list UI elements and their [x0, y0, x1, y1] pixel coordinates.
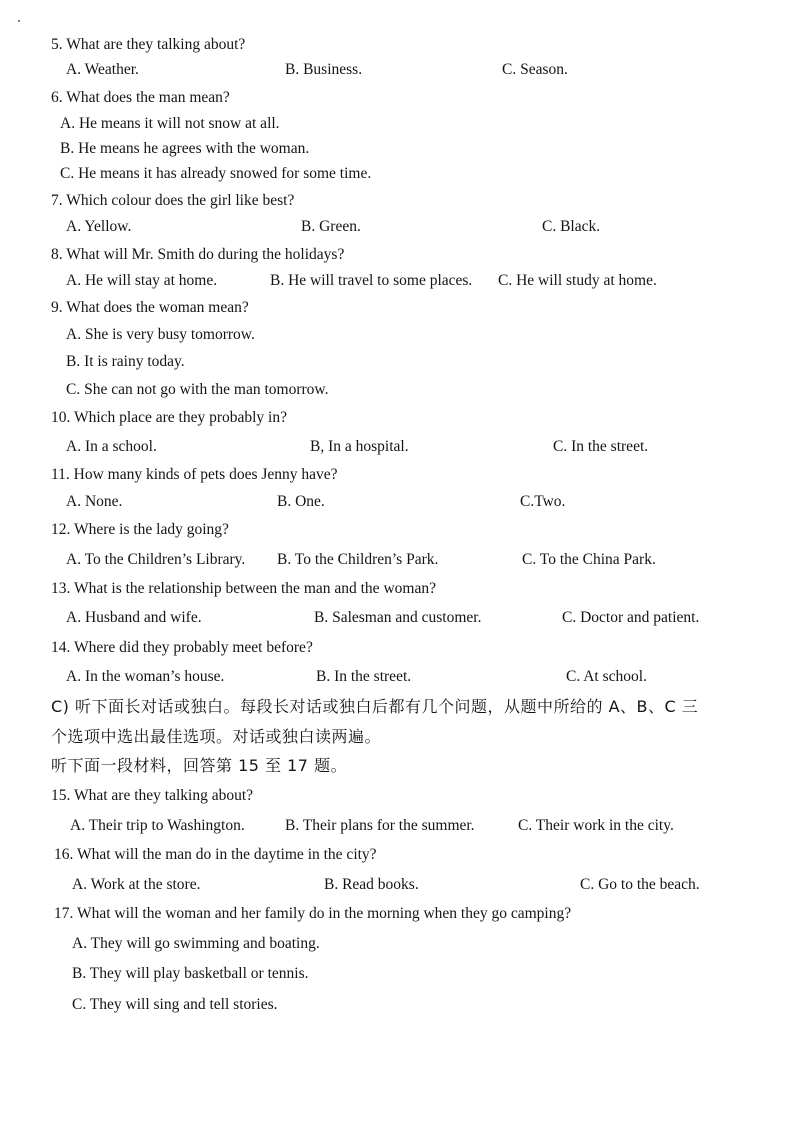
question-13-option-c: C. Doctor and patient. — [562, 609, 700, 626]
question-15-stem: 15. What are they talking about? — [51, 787, 254, 804]
question-7-option-a: A. Yellow. — [66, 218, 132, 235]
question-10-option-b: B, In a hospital. — [310, 438, 409, 455]
question-11-stem: 11. How many kinds of pets does Jenny have? — [51, 466, 338, 483]
question-14-stem: 14. Where did they probably meet before? — [51, 639, 313, 656]
question-5-option-a: A. Weather. — [66, 61, 139, 78]
question-7-stem: 7. Which colour does the girl like best? — [51, 192, 295, 209]
question-11-option-b: B. One. — [277, 493, 325, 510]
question-8-option-b: B. He will travel to some places. — [270, 272, 473, 289]
question-9-stem: 9. What does the woman mean? — [51, 299, 249, 316]
question-10-option-a: A. In a school. — [66, 438, 157, 455]
question-14-option-b: B. In the street. — [316, 668, 412, 685]
question-16-option-b: B. Read books. — [324, 876, 419, 893]
question-12-stem: 12. Where is the lady going? — [51, 521, 229, 538]
question-16-stem: 16. What will the man do in the daytime in the city? — [54, 846, 377, 863]
question-15-option-c: C. Their work in the city. — [518, 817, 674, 834]
question-17-option-c: C. They will sing and tell stories. — [72, 996, 278, 1013]
question-15-option-a: A. Their trip to Washington. — [70, 817, 245, 834]
question-10-option-c: C. In the street. — [553, 438, 649, 455]
question-11-option-a: A. None. — [66, 493, 123, 510]
question-13-stem: 13. What is the relationship between the man and the woman? — [51, 580, 436, 597]
question-5-option-b: B. Business. — [285, 61, 363, 78]
question-7-option-b: B. Green. — [301, 218, 361, 235]
question-14-option-c: C. At school. — [566, 668, 647, 685]
question-6-option-a: A. He means it will not snow at all. — [60, 115, 280, 132]
question-17-stem: 17. What will the woman and her family do in the morning when they go camping? — [54, 905, 572, 922]
question-14-option-a: A. In the woman’s house. — [66, 668, 225, 685]
question-8-option-a: A. He will stay at home. — [66, 272, 218, 289]
question-9-option-a: A. She is very busy tomorrow. — [66, 326, 255, 343]
section-c-instruction-line-1: C) 听下面长对话或独白。每段长对话或独白后都有几个问题，从题中所给的 A、B、C 三 — [51, 697, 699, 716]
question-6-option-c: C. He means it has already snowed for some time. — [60, 165, 372, 182]
question-8-stem: 8. What will Mr. Smith do during the holidays? — [51, 246, 345, 263]
question-9-option-b: B. It is rainy today. — [66, 353, 185, 370]
question-5-option-c: C. Season. — [502, 61, 568, 78]
question-11-option-c: C.Two. — [520, 493, 566, 510]
question-8-option-c: C. He will study at home. — [498, 272, 657, 289]
question-6-option-b: B. He means he agrees with the woman. — [60, 140, 310, 157]
question-12-option-a: A. To the Children’s Library. — [66, 551, 246, 568]
question-16-option-a: A. Work at the store. — [72, 876, 201, 893]
question-12-option-b: B. To the Children’s Park. — [277, 551, 439, 568]
question-10-stem: 10. Which place are they probably in? — [51, 409, 287, 426]
question-17-option-a: A. They will go swimming and boating. — [72, 935, 320, 952]
question-15-option-b: B. Their plans for the summer. — [285, 817, 475, 834]
question-12-option-c: C. To the China Park. — [522, 551, 656, 568]
section-c-instruction-line-2: 个选项中选出最佳选项。对话或独白读两遍。 — [51, 727, 382, 746]
section-c-passage-note: 听下面一段材料，回答第 15 至 17 题。 — [51, 756, 348, 775]
question-7-option-c: C. Black. — [542, 218, 601, 235]
question-9-option-c: C. She can not go with the man tomorrow. — [66, 381, 329, 398]
question-13-option-b: B. Salesman and customer. — [314, 609, 482, 626]
question-6-stem: 6. What does the man mean? — [51, 89, 230, 106]
scan-speck — [18, 20, 20, 22]
question-16-option-c: C. Go to the beach. — [580, 876, 700, 893]
question-17-option-b: B. They will play basketball or tennis. — [72, 965, 309, 982]
question-13-option-a: A. Husband and wife. — [66, 609, 202, 626]
question-5-stem: 5. What are they talking about? — [51, 36, 246, 53]
